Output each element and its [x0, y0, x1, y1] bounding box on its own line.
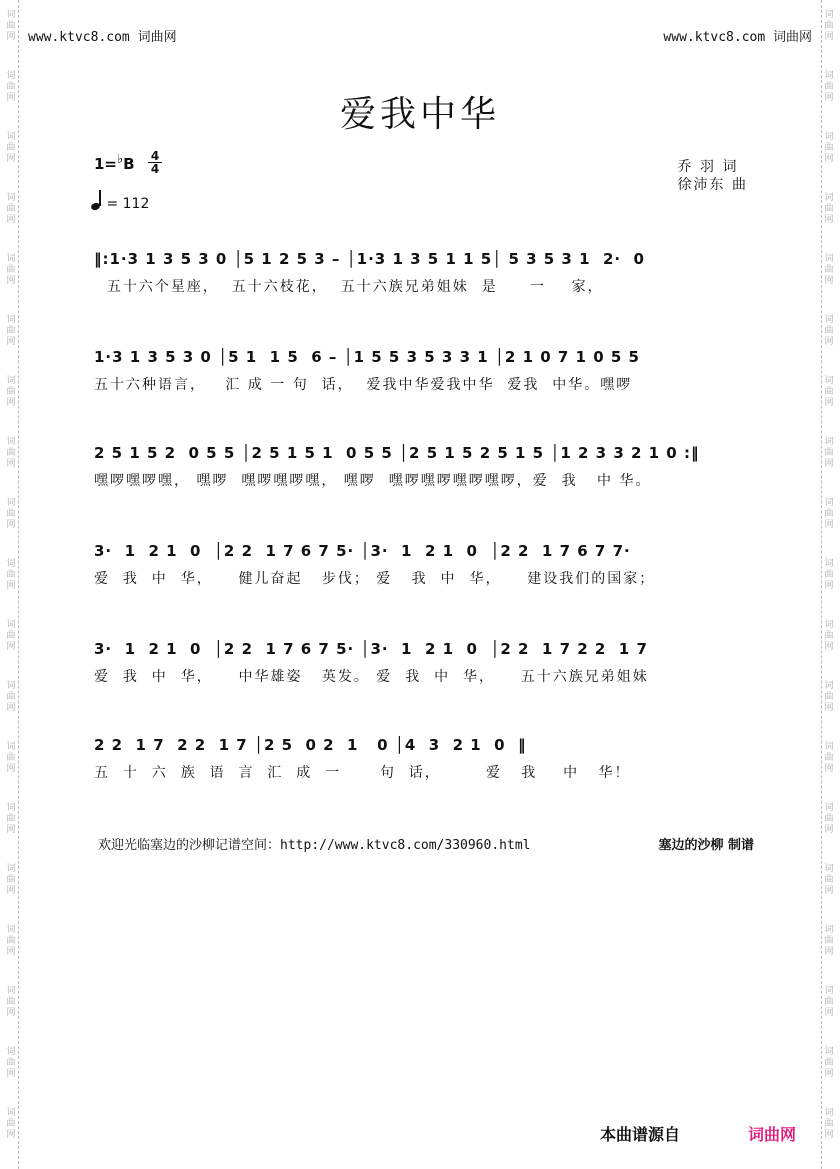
watermark-block: 词 曲 网 — [824, 132, 834, 164]
watermark-block: 词 曲 网 — [6, 742, 16, 774]
score-system-4 — [94, 542, 758, 590]
flat-icon: ♭ — [117, 152, 124, 167]
watermark-block: 词 曲 网 — [6, 193, 16, 225]
notation-row: ‖:1·3 1 3 5 3 0 │5 1 2 5 3 – │1·3 1 3 5 1 1 5│ 5 3 5 3 1 2· 0 — [94, 250, 645, 268]
quarter-note-icon — [90, 190, 102, 212]
watermark-block: 词 曲 网 — [6, 864, 16, 896]
footer-link[interactable]: http://www.ktvc8.com/330960.html — [280, 838, 531, 853]
watermark-block: 词 曲 网 — [824, 1047, 834, 1079]
score-system-1 — [94, 250, 758, 298]
watermark-block: 词 曲 网 — [6, 681, 16, 713]
watermark-block: 词 曲 网 — [6, 254, 16, 286]
key-signature — [94, 152, 135, 173]
lyrics-row: 爱 我 中 华， 健儿奋起 步伐； 爱 我 中 华， 建设我们的国家； — [94, 571, 656, 587]
footer-note — [98, 834, 530, 853]
song-title: 爱我中华 — [339, 94, 500, 135]
lyrics-row: 五十六个星座， 五十六枝花， 五十六族兄弟姐妹 是 一 家， — [94, 279, 604, 295]
watermark-block: 词 曲 网 — [6, 1108, 16, 1140]
watermark-block: 词 曲 网 — [824, 864, 834, 896]
time-signature — [148, 150, 162, 175]
watermark-block: 词 曲 网 — [824, 620, 834, 652]
watermark-block: 词 曲 网 — [6, 559, 16, 591]
source-label: 本曲谱源自 — [600, 1125, 681, 1144]
watermark-block: 词 曲 网 — [6, 925, 16, 957]
watermark-block: 词 曲 网 — [6, 376, 16, 408]
notation-row: 1·3 1 3 5 3 0 │5 1 1 5 6 – │1 5 5 3 5 3 3 1 │2 1 0 7 1 0 5 5 — [94, 348, 640, 366]
watermark-block: 词 曲 网 — [824, 681, 834, 713]
header-site-right[interactable]: www.ktvc8.com 词曲网 — [663, 30, 812, 45]
maker-credit: 塞边的沙柳 制谱 — [658, 838, 754, 853]
watermark-block: 词 曲 网 — [6, 132, 16, 164]
watermark-block: 词 曲 网 — [824, 437, 834, 469]
watermark-block: 词 曲 网 — [824, 10, 834, 42]
tempo-value: = 112 — [106, 196, 150, 212]
watermark-block: 词 曲 网 — [824, 803, 834, 835]
time-signature-top: 4 — [150, 149, 160, 163]
time-signature-bottom: 4 — [148, 162, 162, 175]
watermark-block: 词 曲 网 — [6, 498, 16, 530]
watermark-block: 词 曲 网 — [824, 742, 834, 774]
lyrics-row: 嘿啰嘿啰嘿， 嘿啰 嘿啰嘿啰嘿， 嘿啰 嘿啰嘿啰嘿啰嘿啰，爱 我 中 华。 — [94, 473, 652, 489]
notation-row: 3· 1 2 1 0 │2 2 1 7 6 7 5· │3· 1 2 1 0 │2 2 1 7 2 2 1 7 — [94, 640, 648, 658]
score-system-5 — [94, 640, 758, 688]
header-site-left[interactable]: www.ktvc8.com 词曲网 — [28, 30, 177, 45]
lyrics-row: 五十六种语言， 汇 成 一 句 话， 爱我中华爱我中华 爱我 中华。嘿啰 — [94, 377, 633, 393]
watermark-block: 词 曲 网 — [824, 193, 834, 225]
watermark-block: 词 曲 网 — [6, 315, 16, 347]
watermark-block: 词 曲 网 — [824, 315, 834, 347]
key-note: B — [123, 155, 135, 173]
watermark-block: 词 曲 网 — [824, 1108, 834, 1140]
watermark-block: 词 曲 网 — [824, 71, 834, 103]
watermark-block: 词 曲 网 — [6, 71, 16, 103]
watermark-block: 词 曲 网 — [6, 803, 16, 835]
brand-link[interactable]: 词曲网 — [748, 1125, 797, 1144]
watermark-block: 词 曲 网 — [824, 254, 834, 286]
key-prefix: 1= — [94, 155, 118, 173]
watermark-block: 词 曲 网 — [6, 10, 16, 42]
notation-row: 2 5 1 5 2 0 5 5 │2 5 1 5 1 0 5 5 │2 5 1 5 2 5 1 5 │1 2 3 3 2 1 0 :‖ — [94, 444, 700, 462]
lyrics-row: 爱 我 中 华， 中华雄姿 英发。 爱 我 中 华， 五十六族兄弟姐妹 — [94, 669, 649, 685]
credits — [678, 158, 748, 194]
tempo-marking — [90, 190, 149, 212]
watermark-block: 词 曲 网 — [824, 559, 834, 591]
watermark-block: 词 曲 网 — [6, 620, 16, 652]
score-system-6 — [94, 736, 758, 784]
left-watermark-strip — [4, 0, 19, 1169]
watermark-block: 词 曲 网 — [6, 1047, 16, 1079]
footer-text: 欢迎光临塞边的沙柳记谱空间： — [98, 838, 281, 853]
notation-row: 3· 1 2 1 0 │2 2 1 7 6 7 5· │3· 1 2 1 0 │2 2 1 7 6 7 7· — [94, 542, 631, 560]
watermark-block: 词 曲 网 — [824, 986, 834, 1018]
watermark-block: 词 曲 网 — [824, 925, 834, 957]
watermark-block: 词 曲 网 — [824, 376, 834, 408]
composer-credit: 徐沛东 曲 — [677, 177, 748, 193]
score-system-3 — [94, 444, 758, 492]
lyrics-row: 五 十 六 族 语 言 汇 成 一 句 话， 爱 我 中 华！ — [94, 765, 631, 781]
lyricist-credit: 乔 羽 词 — [677, 159, 739, 175]
watermark-block: 词 曲 网 — [6, 986, 16, 1018]
watermark-block: 词 曲 网 — [6, 437, 16, 469]
notation-row: 2 2 1 7 2 2 1 7 │2 5 0 2 1 0 │4 3 2 1 0 ‖ — [94, 736, 527, 754]
right-watermark-strip — [821, 0, 836, 1169]
score-system-2 — [94, 348, 758, 396]
watermark-block: 词 曲 网 — [824, 498, 834, 530]
